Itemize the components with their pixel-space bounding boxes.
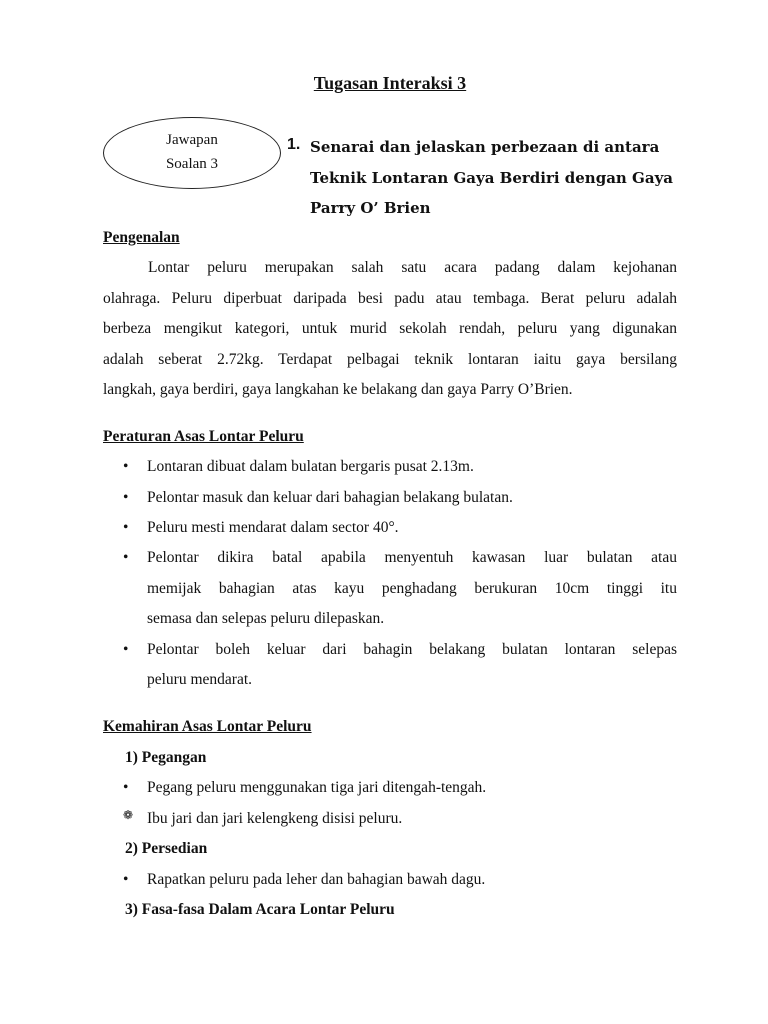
list-item: Rapatkan peluru pada leher dan bahagian bawah dagu.: [147, 871, 486, 888]
section-heading-rules: Peraturan Asas Lontar Peluru: [103, 428, 304, 445]
bullet-icon: •: [123, 458, 129, 475]
answer-oval: [103, 117, 281, 189]
document-title: Tugasan Interaksi 3: [313, 73, 467, 93]
bullet-icon: •: [123, 641, 129, 658]
question-line: Teknik Lontaran Gaya Berdiri dengan Gaya: [310, 169, 674, 187]
bullet-icon: •: [123, 549, 129, 566]
intro-paragraph-line: adalah seberat 2.72kg. Terdapat pelbagai teknik lontaran iaitu gaya bersilang: [103, 351, 677, 368]
intro-paragraph-line: berbeza mengikut kategori, untuk murid sekolah rendah, peluru yang digunakan: [103, 320, 677, 337]
answer-label-line2: Soalan 3: [165, 156, 219, 172]
question-line: Parry O’ Brien: [310, 199, 431, 217]
list-item: Ibu jari dan jari kelengkeng disisi peluru.: [147, 810, 403, 827]
list-item: Peluru mesti mendarat dalam sector 40°.: [147, 519, 399, 536]
list-item: Pelontar boleh keluar dari bahagin belakang bulatan lontaran selepas: [147, 641, 677, 658]
intro-paragraph-line: langkah, gaya berdiri, gaya langkahan ke belakang dan gaya Parry O’Brien.: [103, 381, 573, 398]
subheading-grip: 1) Pegangan: [125, 749, 207, 766]
question-line: Senarai dan jelaskan perbezaan di antara: [310, 138, 660, 156]
list-item-continuation: memijak bahagian atas kayu penghadang berukuran 10cm tinggi itu: [147, 580, 677, 597]
subheading-preparation: 2) Persedian: [125, 840, 208, 857]
flower-bullet-icon: ❁: [123, 808, 134, 822]
list-item-continuation: peluru mendarat.: [147, 671, 253, 688]
bullet-icon: •: [123, 871, 129, 888]
section-heading-intro: Pengenalan: [103, 229, 180, 246]
list-item: Pelontar masuk dan keluar dari bahagian belakang bulatan.: [147, 489, 513, 506]
subheading-phases: 3) Fasa-fasa Dalam Acara Lontar Peluru: [125, 901, 395, 918]
section-heading-skills: Kemahiran Asas Lontar Peluru: [103, 718, 312, 735]
bullet-icon: •: [123, 779, 129, 796]
answer-label-line1: Jawapan: [166, 132, 218, 148]
list-item: Pelontar dikira batal apabila menyentuh kawasan luar bulatan atau: [147, 549, 677, 566]
list-item: Lontaran dibuat dalam bulatan bergaris pusat 2.13m.: [147, 458, 474, 475]
list-item: Pegang peluru menggunakan tiga jari ditengah-tengah.: [147, 779, 487, 796]
bullet-icon: •: [123, 489, 129, 506]
question-number: 1.: [287, 136, 301, 153]
list-item-continuation: semasa dan selepas peluru dilepaskan.: [147, 610, 385, 627]
bullet-icon: •: [123, 519, 129, 536]
intro-paragraph-line: Lontar peluru merupakan salah satu acara padang dalam kejohanan: [148, 259, 677, 276]
intro-paragraph-line: olahraga. Peluru diperbuat daripada besi padu atau tembaga. Berat peluru adalah: [103, 290, 677, 307]
